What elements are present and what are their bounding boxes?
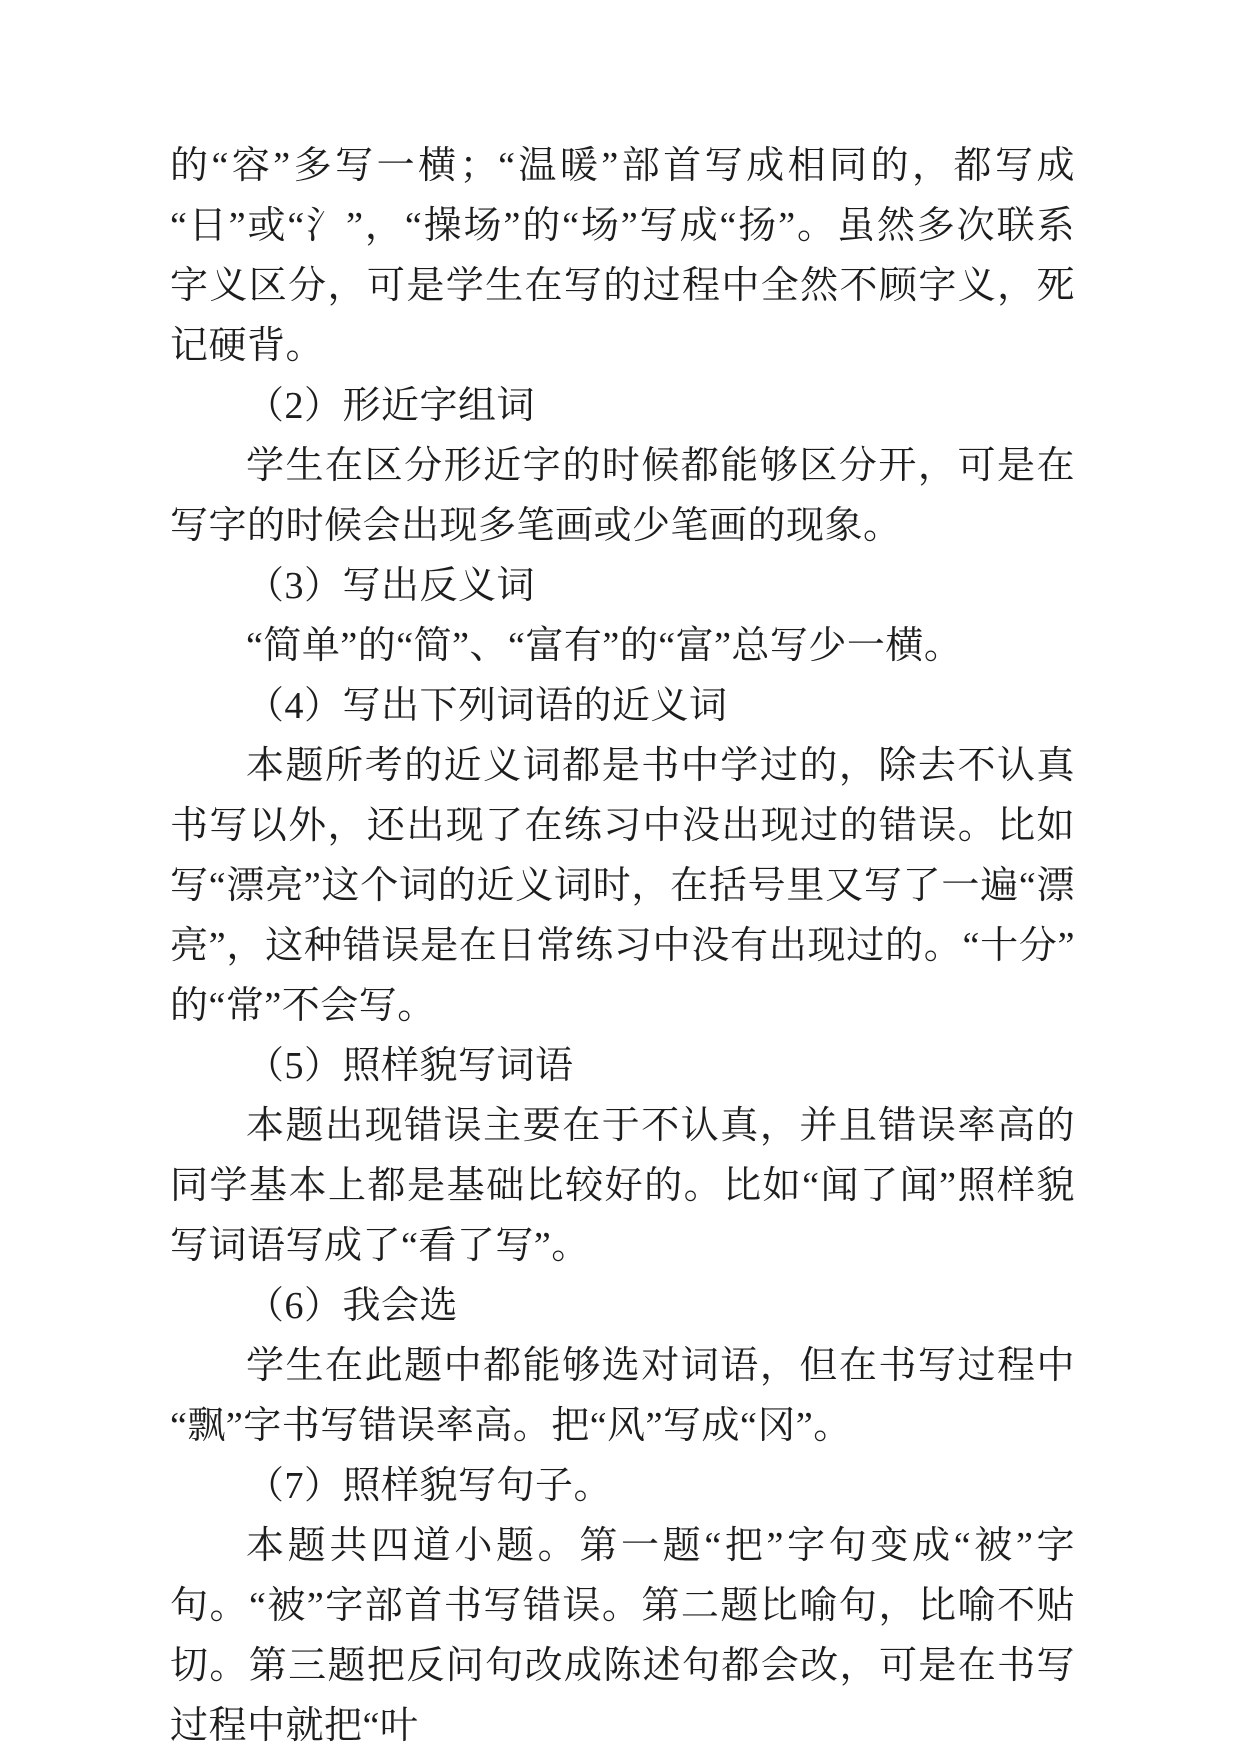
- heading-item-3: （3）写出反义词: [246, 565, 536, 607]
- paragraph-item-7: 本题共四道小题。第一题“把”字句变成“被”字句。“被”字部首书写错误。第二题比喻句，比喻不贴切。第三题把反问句改成陈述句都会改，可是在书写过程中就把“叶: [170, 1525, 1075, 1747]
- paragraph-item-2: 学生在区分形近字的时候都能够区分开，可是在写字的时候会出现多笔画或少笔画的现象。: [170, 445, 1075, 547]
- document-body: [170, 136, 1075, 1754]
- heading-item-4: （4）写出下列词语的近义词: [246, 685, 728, 727]
- heading-item-7: （7）照样貌写句子。: [246, 1465, 613, 1507]
- heading-item-6: （6）我会选: [246, 1285, 459, 1327]
- paragraph-item-6: 学生在此题中都能够选对词语，但在书写过程中“飘”字书写错误率高。把“风”写成“冈”。: [170, 1345, 1075, 1447]
- heading-item-5: （5）照样貌写词语: [246, 1045, 574, 1087]
- paragraph-item-5: 本题出现错误主要在于不认真，并且错误率高的同学基本上都是基础比较好的。比如“闻了闻”照样貌写词语写成了“看了写”。: [170, 1105, 1075, 1267]
- paragraph-continuation: 的“容”多写一横；“温暖”部首写成相同的，都写成“日”或“氵”，“操场”的“场”写成“扬”。虽然多次联系字义区分，可是学生在写的过程中全然不顾字义，死记硬背。: [170, 145, 1075, 367]
- paragraph-item-4: 本题所考的近义词都是书中学过的，除去不认真书写以外，还出现了在练习中没出现过的错误。比如写“漂亮”这个词的近义词时，在括号里又写了一遍“漂亮”，这种错误是在日常练习中没有出现过的。“十分”的“常”不会写。: [170, 745, 1075, 1027]
- paragraph-item-3: “简单”的“简”、“富有”的“富”总写少一横。: [246, 625, 963, 667]
- heading-item-2: （2）形近字组词: [246, 385, 536, 427]
